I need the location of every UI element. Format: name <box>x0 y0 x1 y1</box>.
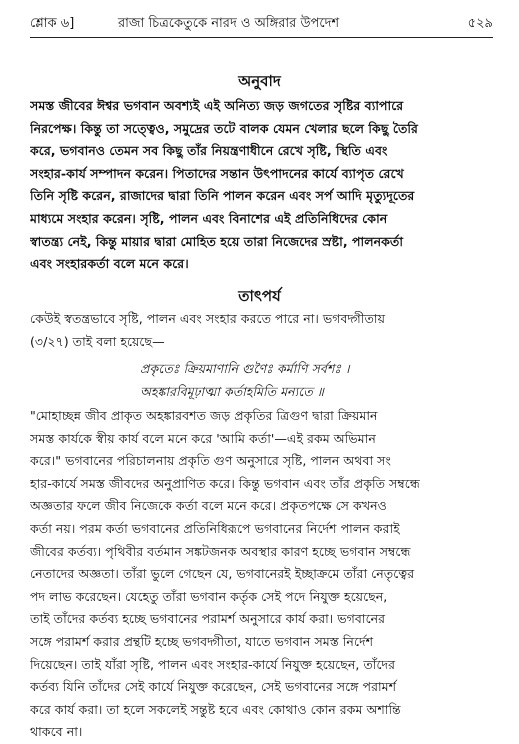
purport-line: হার-কার্যে সমস্ত জীবদের অনুপ্রাণিত করে। কিন্তু ভগবান এবং তাঁর প্রকৃতি সম্বন্ধে <box>30 475 420 491</box>
purport-line: সমস্ত কার্যকে স্বীয় কার্য বলে মনে করে 'আমি কর্তা'—এই রকম অভিমান <box>30 430 376 446</box>
purport-line: জীবের কর্তব্য। পৃথিবীর বর্তমান সঙ্কটজনক অবস্থার কারণ হচ্ছে ভগবান সম্বন্ধে <box>30 543 411 559</box>
purport-line: নেতাদের অজ্ঞতা। তাঁরা ভুলে গেছেন যে, ভগবানেরই ইচ্ছাক্রমে তাঁরা নেতৃত্বের <box>30 566 415 582</box>
purport-line: অজ্ঞতার ফলে জীব নিজেকে কর্তা বলে মনে করে। প্রকৃতপক্ষে সে কখনও <box>30 498 387 514</box>
translation-line: সংহার-কার্য সম্পাদন করেন। পিতাদের সন্তান উৎপাদনের কার্যে ব্যাপৃত রেখে <box>30 165 404 181</box>
purport-line: তাই তাঁদের কর্তব্য হচ্ছে ভগবানের পরামর্শ অনুসারে কার্য করা। ভগবানের <box>30 611 386 627</box>
sanskrit-verse <box>140 357 350 403</box>
purport-line: কেউই স্বতন্ত্রভাবে সৃষ্টি, পালন এবং সংহার করতে পারে না। ভগবদ্গীতায় <box>30 311 385 326</box>
purport-line: থাকবে না। <box>30 724 83 740</box>
verse-line: প্রকৃতেঃ ক্রিয়মাণানি গুণৈঃ কর্মাণি সর্বশঃ । <box>140 361 350 376</box>
translation-line: এবং সংহারকর্তা বলে মনে করে। <box>30 256 189 272</box>
purport-line: সঙ্গে পরামর্শ করার প্রন্থটি হচ্ছে ভগবদ্গীতা, যাতে ভগবান সমস্ত নির্দেশ <box>30 633 374 649</box>
translation-line: স্বাতন্ত্র্য নেই, কিন্তু মায়ার দ্বারা মোহিত হয়ে তারা নিজেদের স্রষ্টা, পালনকর্তা <box>30 233 404 249</box>
page-header <box>30 14 493 34</box>
purport-line: কর্তব্য যিনি তাঁদের সেই কার্যে নিযুক্ত করেছেন, সেই ভগবানের সঙ্গে পরামর্শ <box>30 679 397 695</box>
verse-reference: শ্লোক ৬] <box>30 16 75 31</box>
purport-line: (৩/২৭) তাই বলা হয়েছে— <box>30 333 165 349</box>
purport-line: পদ লাভ করেছেন। যেহেতু তাঁরা ভগবান কর্তৃক সেই পদে নিযুক্ত হয়েছেন, <box>30 588 388 604</box>
purport-line: দিয়েছেন। তাই যাঁরা সৃষ্টি, পালন এবং সংহার-কার্যে নিযুক্ত হয়েছেন, তাঁদের <box>30 656 396 672</box>
translation-line: তিনি সৃষ্টি করেন, রাজাদের দ্বারা তিনি পালন করেন এবং সর্প আদি মৃত্যুদূতের <box>30 188 415 204</box>
purport-line: করে কার্য করা। তা হলে সকলেই সন্তুষ্ট হবে এবং কোথাও কোন রকম অশান্তি <box>30 701 401 717</box>
purport-line: কর্তা নয়। পরম কর্তা ভগবানের প্রতিনিধিরূপে ভগবানের নির্দেশ পালন করাই <box>30 520 400 536</box>
translation-line: সমস্ত জীবের ঈশ্বর ভগবান অবশ্যই এই অনিত্য জড় জগতের সৃষ্টির ব্যাপারে <box>30 98 404 113</box>
translation-text <box>30 95 493 276</box>
translation-line: করে, ভগবানও তেমন সব কিছু তাঁর নিয়ন্ত্রণাধীনে রেখে সৃষ্টি, স্থিতি এবং <box>30 143 388 159</box>
page-number: ৫২৯ <box>467 16 493 31</box>
purport-intro <box>30 308 493 353</box>
chapter-title: রাজা চিত্রকেতুকে নারদ ও অঙ্গিরার উপদেশ <box>118 16 340 31</box>
header-rule <box>30 37 493 38</box>
purport-body <box>30 405 493 744</box>
purport-line: "মোহাচ্ছন্ন জীব প্রাকৃত অহঙ্কারবশত জড় প্রকৃতির ত্রিগুণ দ্বারা ক্রিয়মান <box>30 408 378 423</box>
purport-line: করে।" ভগবানের পরিচালনায় প্রকৃতি গুণ অনুসারে সৃষ্টি, পালন অথবা সং <box>30 453 391 469</box>
translation-title: অনুবাদ <box>238 72 281 90</box>
purport-title: তাৎপর্য <box>238 287 281 305</box>
translation-line: নিরপেক্ষ। কিন্তু তা সত্ত্বেও, সমুদ্রের তটে বালক যেমন খেলার ছলে কিছু তৈরি <box>30 120 418 136</box>
verse-line: অহঙ্কারবিমূঢ়াত্মা কর্তাহমিতি মন্যতে ॥ <box>140 384 324 399</box>
translation-line: মাধ্যমে সংহার করেন। সৃষ্টি, পালন এবং বিনাশের এই প্রতিনিধিদের কোন <box>30 210 388 226</box>
